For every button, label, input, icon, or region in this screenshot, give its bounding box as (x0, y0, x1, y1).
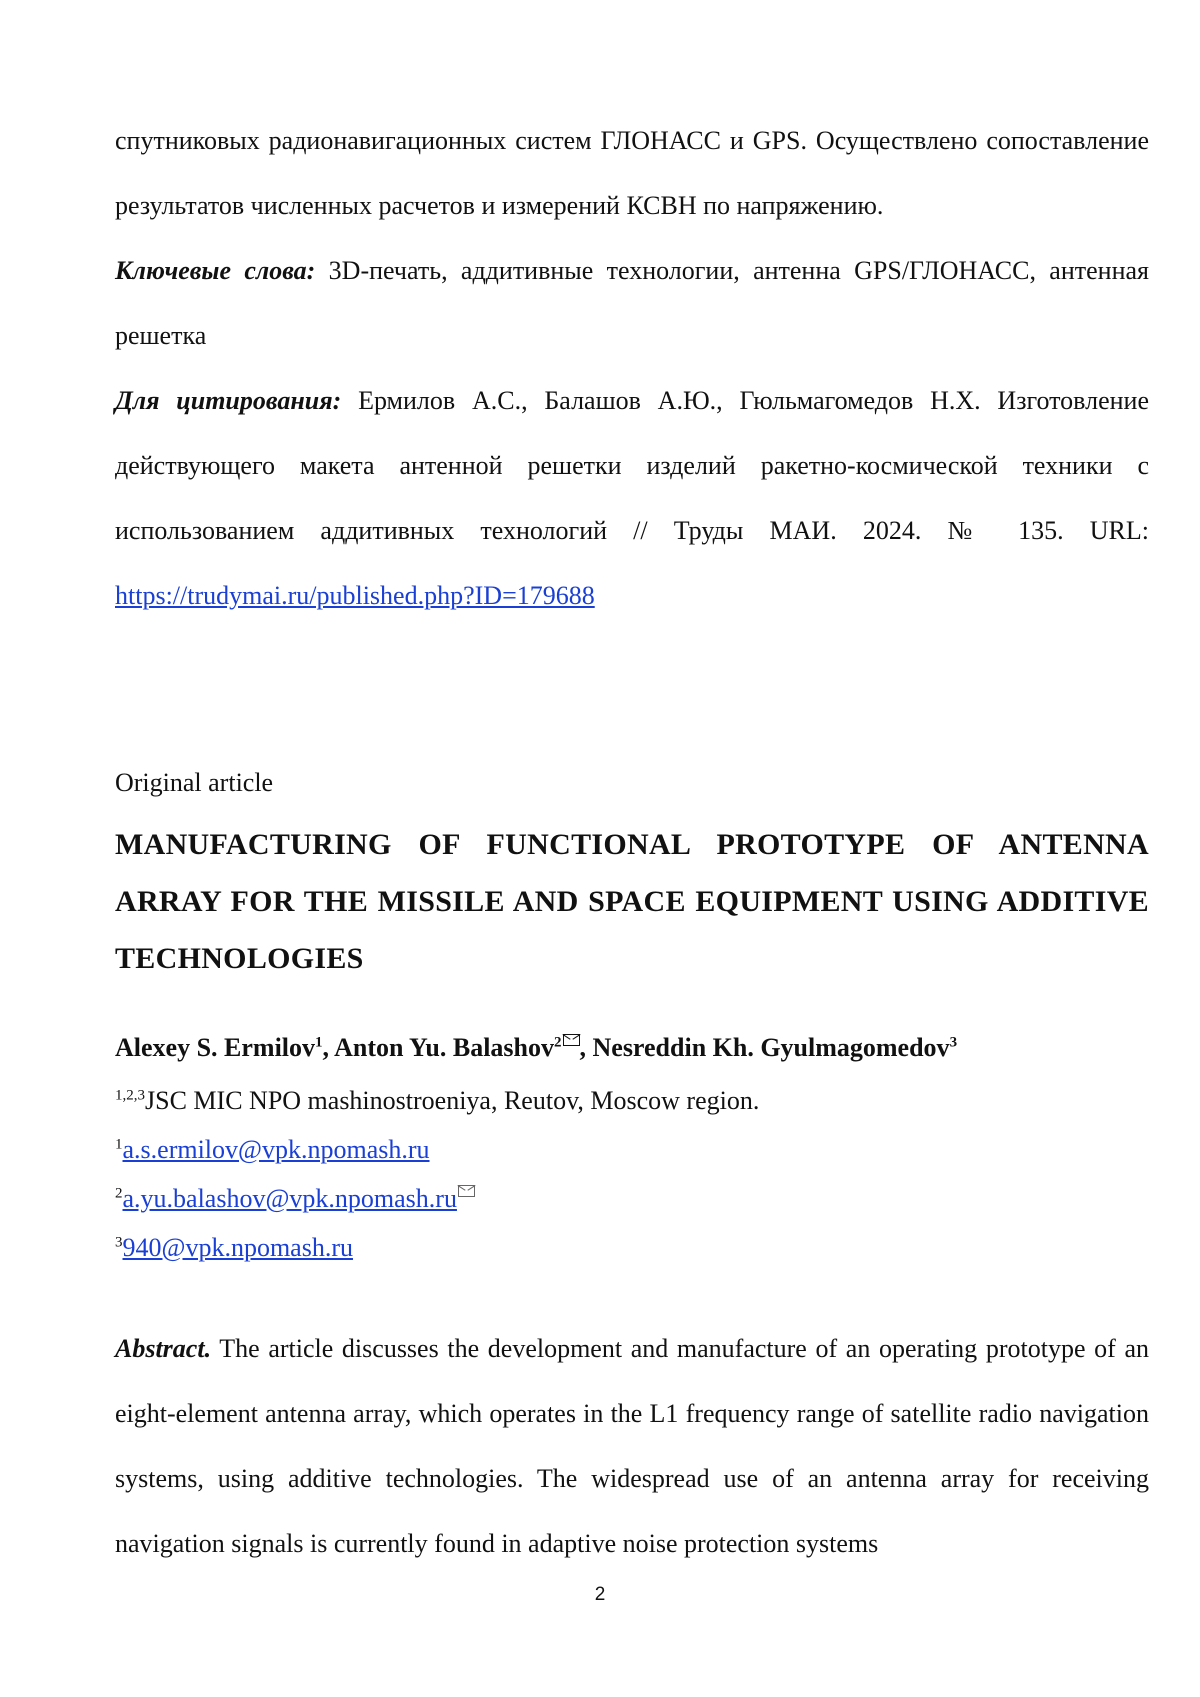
ru-abstract-text: спутниковых радионавигационных систем ГЛОНАСС и GPS. Осуществлено сопоставление результатов численных расчетов и измерений КСВН по напряжению. (115, 126, 1149, 220)
ru-abstract-end (115, 108, 1149, 238)
author-sup: 1 (315, 1034, 323, 1051)
abstract (115, 1316, 1149, 1576)
email-line (115, 1184, 475, 1214)
citation-text: Ермилов А.С., Балашов А.Ю., Гюльмагомедов Н.Х. Изготовление действующего макета антенной решетки изделий ракетно-космической техники с использованием аддитивных технологий // Труды МАИ. 2024. № 135. URL: (115, 386, 1149, 545)
authors-line: Alexey S. Ermilov$^1$, Anton Yu. Balashov$^2$ , Nesreddin Kh. Gyulmagomedov$^3$ (115, 1033, 958, 1062)
abstract-label: Abstract. (115, 1334, 212, 1363)
author-name: Anton Yu. Balashov (334, 1033, 554, 1062)
citation-label: Для цитирования: (115, 386, 342, 415)
email-sup: 3 (115, 1234, 123, 1251)
affiliation-sup: 1,2,3 (115, 1087, 145, 1104)
article-title: MANUFACTURING OF FUNCTIONAL PROTOTYPE OF ANTENNA ARRAY FOR THE MISSILE AND SPACE EQUIPMENT USING ADDITIVE TECHNOLOGIES (115, 828, 1149, 975)
keywords-label: Ключевые слова: (115, 256, 316, 285)
email-sup: 1 (115, 1136, 123, 1153)
author-sup: 3 (949, 1034, 958, 1051)
envelope-icon (458, 1185, 475, 1197)
abstract-paragraph (115, 1316, 1149, 1576)
author-name: Nesreddin Kh. Gyulmagomedov (592, 1033, 950, 1062)
email-link[interactable]: a.yu.balashov@vpk.npomash.ru (122, 1184, 457, 1213)
email-link[interactable]: a.s.ermilov@vpk.npomash.ru (122, 1135, 430, 1164)
email-line (115, 1135, 430, 1165)
affiliation (115, 1086, 759, 1116)
keywords-text: 3D-печать, аддитивные технологии, антенна GPS/ГЛОНАСС, антенная решетка (115, 256, 1149, 350)
envelope-icon (563, 1034, 580, 1046)
author-sup: 2 (554, 1034, 562, 1051)
email-line (115, 1233, 353, 1263)
ru-keywords (115, 238, 1149, 368)
affiliation-text: JSC MIC NPO mashinostroeniya, Reutov, Moscow region. (145, 1086, 760, 1115)
page-number: 2 (594, 1584, 606, 1605)
abstract-text: The article discusses the development and manufacture of an operating prototype of an eight-element antenna array, which operates in the L1 frequency range of satellite radio navigation systems, using additive technologies. The widespread use of an antenna array for receiving navigation signals is currently found in adaptive noise protection systems (115, 1334, 1149, 1558)
email-link[interactable]: 940@vpk.npomash.ru (122, 1233, 353, 1262)
article-type: Original article (115, 768, 274, 797)
author-name: Alexey S. Ermilov (115, 1033, 316, 1062)
ru-citation (115, 368, 1149, 628)
email-sup: 2 (115, 1185, 123, 1202)
page-body (115, 108, 1149, 1558)
citation-url-link[interactable]: https://trudymai.ru/published.php?ID=179688 (115, 581, 595, 610)
